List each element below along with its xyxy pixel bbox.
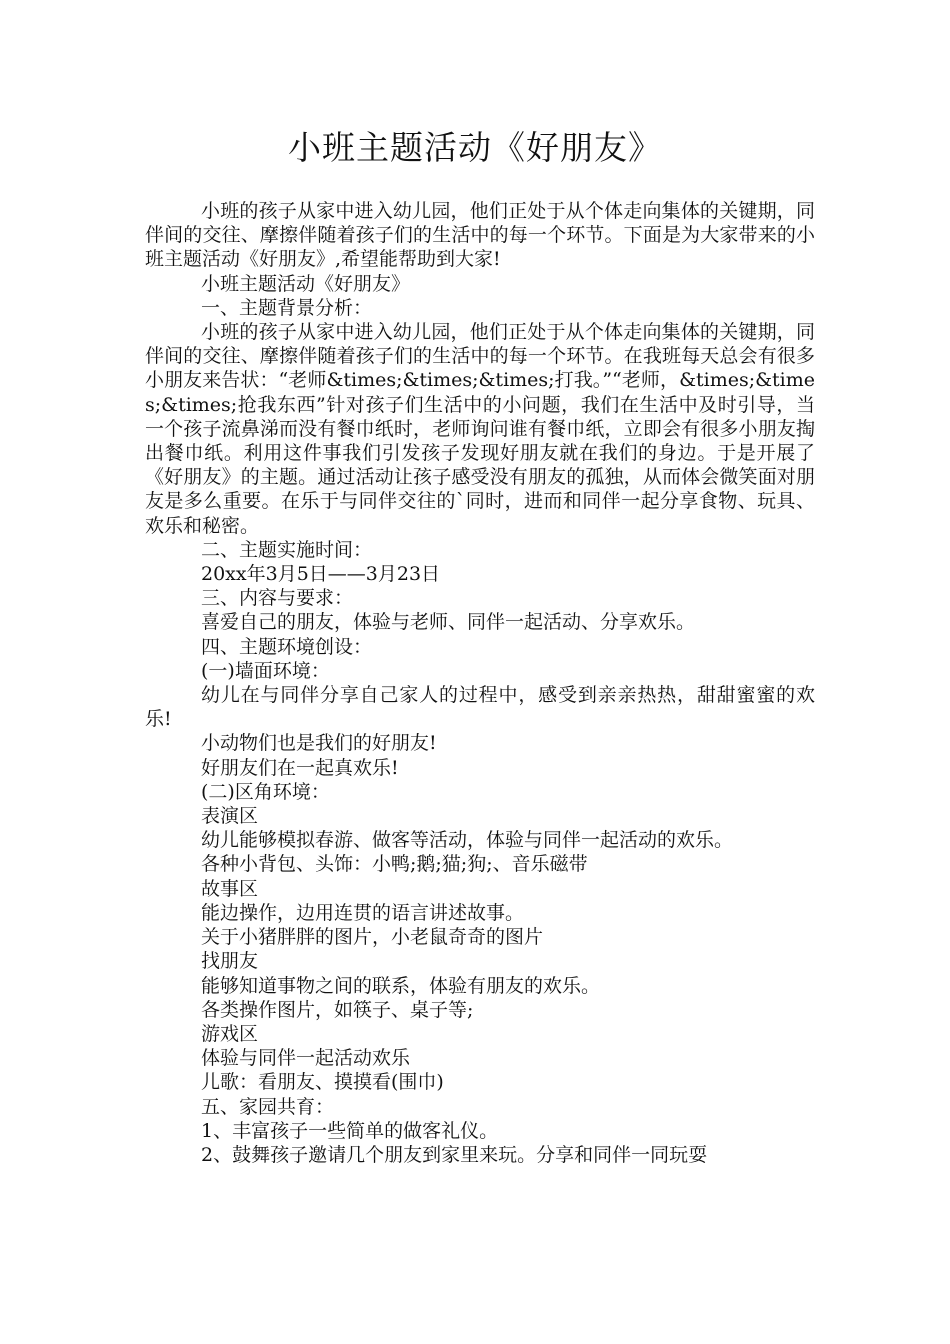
area-heading-story: 故事区: [201, 877, 259, 900]
text-line: 幼儿能够模拟春游、做客等活动，体验与同伴一起活动的欢乐。: [201, 829, 734, 852]
subtitle-line: 小班主题活动《好朋友》: [201, 272, 411, 295]
requirements-text: 喜爱自己的朋友，体验与老师、同伴一起活动、分享欢乐。: [201, 611, 696, 634]
section-heading-5: 五、家园共育：: [201, 1095, 335, 1118]
wall-paragraph: 幼儿在与同伴分享自己家人的过程中，感受到亲亲热热，甜甜蜜蜜的欢乐!: [145, 684, 815, 731]
subsection-corner: (二)区角环境：: [201, 780, 330, 803]
text-line: 小动物们也是我们的好朋友!: [201, 732, 437, 755]
text-line: 体验与同伴一起活动欢乐: [201, 1047, 411, 1070]
text-line: 儿歌：看朋友、摸摸看(围巾): [201, 1071, 444, 1094]
text-line: 各种小背包、头饰：小鸭;鹅;猫;狗;、音乐磁带: [201, 853, 588, 876]
text-line: 关于小猪胖胖的图片，小老鼠奇奇的图片: [201, 926, 544, 949]
section-heading-3: 三、内容与要求：: [201, 587, 354, 610]
implementation-date: 20xx年3月5日——3月23日: [201, 563, 441, 586]
subsection-wall: (一)墙面环境：: [201, 659, 330, 682]
text-line: 好朋友们在一起真欢乐!: [201, 756, 399, 779]
area-heading-performance: 表演区: [201, 805, 259, 828]
text-line: 能够知道事物之间的联系，体验有朋友的欢乐。: [201, 974, 601, 997]
section-heading-4: 四、主题环境创设：: [201, 635, 373, 658]
document-body: [145, 199, 815, 1167]
document-title: 小班主题活动《好朋友》: [288, 128, 662, 167]
section-heading-2: 二、主题实施时间：: [201, 538, 373, 561]
intro-paragraph: 小班的孩子从家中进入幼儿园，他们正处于从个体走向集体的关键期，同伴间的交往、摩擦伴随着孩子们的生活中的每一个环节。下面是为大家带来的小班主题活动《好朋友》,希望能帮助到大家!: [145, 200, 815, 271]
text-line: 各类操作图片，如筷子、桌子等;: [201, 998, 474, 1021]
text-line: 2、鼓舞孩子邀请几个朋友到家里来玩。分享和同伴一同玩耍: [201, 1143, 708, 1166]
area-heading-game: 游戏区: [201, 1022, 259, 1045]
area-heading-friends: 找朋友: [201, 950, 259, 973]
text-line: 能边操作，边用连贯的语言讲述故事。: [201, 901, 525, 924]
text-line: 1、丰富孩子一些简单的做客礼仪。: [201, 1119, 499, 1142]
background-paragraph: 小班的孩子从家中进入幼儿园，他们正处于从个体走向集体的关键期，同伴间的交往、摩擦伴随着孩子们的生活中的每一个环节。在我班每天总会有很多小朋友来告状：“老师&times;&times;&times;打我。”“老师，&times;&times;&times;抢我东西”针对孩子们生活中的小问题，我们在生活中及时引导，当一个孩子流鼻涕而没有餐巾纸时，老师询问谁有餐巾纸，立即会有很多小朋友掏出餐巾纸。利用这件事我们引发孩子发现好朋友就在我们的身边。于是开展了《好朋友》的主题。通过活动让孩子感受没有朋友的孤独，从而体会微笑面对朋友是多么重要。在乐于与同伴交往的`同时，进而和同伴一起分享食物、玩具、欢乐和秘密。: [145, 321, 815, 537]
section-heading-1: 一、主题背景分析：: [201, 296, 373, 319]
